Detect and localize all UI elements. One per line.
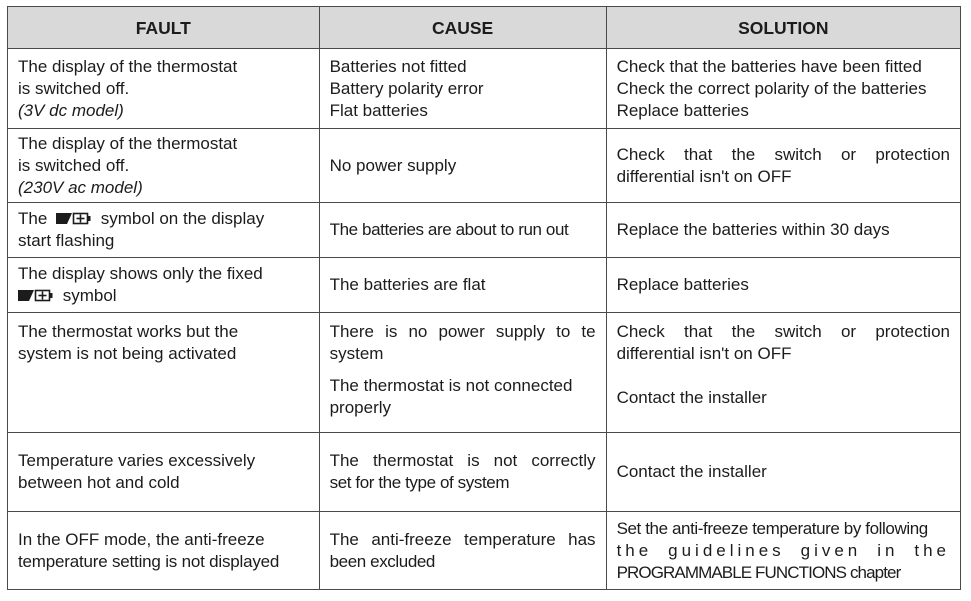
table-row [8,49,961,129]
cause-cell: The batteries are about to run out [319,203,606,258]
cause-cell: The batteries are flat [319,258,606,313]
cause-cell: There is no power supply to te system The thermostat is not connected properly [319,313,606,433]
cause-cell: Batteries not fitted Battery polarity error Flat batteries [319,49,606,129]
battery-icon [18,289,54,302]
table-row [8,203,961,258]
solution-cell: Set the anti-freeze temperature by following the guidelines given in the PROGRAMMABLE FUNCTIONS chapter [606,512,960,590]
cause-cell: The thermostat is not correctly set for the type of system [319,433,606,512]
table-row [8,129,961,203]
solution-cell: Replace batteries [606,258,960,313]
table-row [8,433,961,512]
fault-cell: The display shows only the fixed symbol [8,258,320,313]
fault-cell: Temperature varies excessively between hot and cold [8,433,320,512]
fault-cell: The display of the thermostat is switched off. (3V dc model) [8,49,320,129]
solution-cell: Check that the switch or protection differential isn't on OFF Contact the installer [606,313,960,433]
troubleshooting-table [7,6,961,590]
cause-cell: No power supply [319,129,606,203]
solution-cell: Replace the batteries within 30 days [606,203,960,258]
solution-cell: Check that the batteries have been fitted Check the correct polarity of the batteries Replace batteries [606,49,960,129]
table-row [8,258,961,313]
solution-cell: Contact the installer [606,433,960,512]
fault-cell: The display of the thermostat is switched off. (230V ac model) [8,129,320,203]
header-solution: SOLUTION [606,7,960,49]
fault-cell: In the OFF mode, the anti-freeze temperature setting is not displayed [8,512,320,590]
table-row [8,512,961,590]
battery-icon [56,212,92,225]
solution-cell: Check that the switch or protection differential isn't on OFF [606,129,960,203]
cause-cell: The anti-freeze temperature has been excluded [319,512,606,590]
table-row [8,313,961,433]
fault-cell: The thermostat works but the system is not being activated [8,313,320,433]
header-row [8,7,961,49]
header-fault: FAULT [8,7,320,49]
header-cause: CAUSE [319,7,606,49]
fault-cell: The symbol on the display start flashing [8,203,320,258]
